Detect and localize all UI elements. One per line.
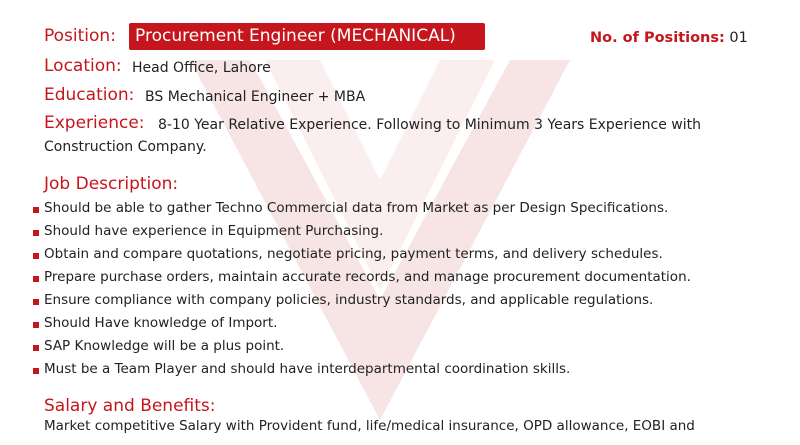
bullet-icon bbox=[33, 230, 39, 236]
list-item: Should have experience in Equipment Purchasing. bbox=[44, 223, 384, 239]
bullet-icon bbox=[33, 299, 39, 305]
list-item: Should be able to gather Techno Commercial data from Market as per Design Specifications. bbox=[44, 200, 669, 216]
positions-count-value: 01 bbox=[729, 30, 748, 46]
salary-heading: Salary and Benefits: bbox=[44, 396, 216, 416]
bullet-icon bbox=[33, 368, 39, 374]
bullet-icon bbox=[33, 322, 39, 328]
bullet-icon bbox=[33, 253, 39, 259]
bullet-icon bbox=[33, 207, 39, 213]
list-item: Should Have knowledge of Import. bbox=[44, 315, 278, 331]
list-item: Must be a Team Player and should have interdepartmental coordination skills. bbox=[44, 361, 571, 377]
experience-label: Experience: bbox=[44, 113, 145, 133]
salary-line-1: Market competitive Salary with Provident fund, life/medical insurance, OPD allowance, EOBI and bbox=[44, 418, 695, 434]
bullet-icon bbox=[33, 276, 39, 282]
education-label: Education: bbox=[44, 85, 135, 105]
list-item: Ensure compliance with company policies, industry standards, and applicable regulations. bbox=[44, 292, 654, 308]
list-item: Obtain and compare quotations, negotiate pricing, payment terms, and delivery schedules. bbox=[44, 246, 663, 262]
positions-count-label: No. of Positions: bbox=[590, 30, 725, 46]
position-badge bbox=[129, 23, 485, 50]
education-value: BS Mechanical Engineer + MBA bbox=[145, 89, 366, 105]
position-title: Procurement Engineer (MECHANICAL) bbox=[135, 26, 456, 46]
location-label: Location: bbox=[44, 56, 122, 76]
list-item: Prepare purchase orders, maintain accurate records, and manage procurement documentation. bbox=[44, 269, 691, 285]
list-item: SAP Knowledge will be a plus point. bbox=[44, 338, 285, 354]
job-description-heading: Job Description: bbox=[44, 174, 179, 194]
experience-line-1: 8-10 Year Relative Experience. Following to Minimum 3 Years Experience with bbox=[158, 117, 702, 133]
bullet-icon bbox=[33, 345, 39, 351]
positions-count bbox=[590, 30, 748, 46]
experience-line-2: Construction Company. bbox=[44, 139, 207, 155]
location-value: Head Office, Lahore bbox=[132, 60, 271, 76]
position-label: Position: bbox=[44, 26, 116, 46]
